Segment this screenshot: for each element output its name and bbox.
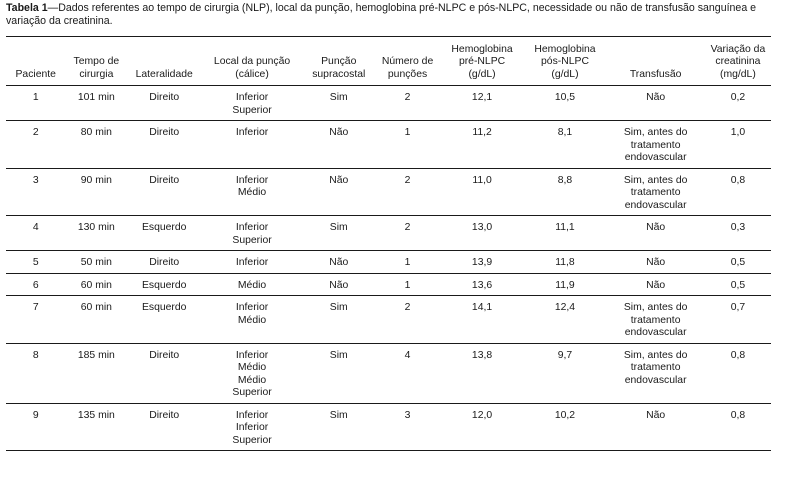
cell-line: Inferior	[235, 257, 269, 268]
cell-tempo: 101 min	[77, 92, 115, 103]
cell-lateralidade: Esquerdo	[141, 222, 187, 233]
cell-line: Inferior	[235, 127, 269, 138]
cell-tempo: 130 min	[77, 222, 115, 233]
header-numero	[375, 37, 441, 86]
cell-line: tratamento	[630, 314, 681, 326]
header-creatinina	[705, 37, 771, 86]
cell-transfusao	[606, 251, 704, 274]
cell-line: Médio	[237, 374, 267, 386]
header-line: Hemoglobina	[451, 43, 513, 55]
header-line: cirurgia	[79, 68, 114, 80]
cell-transfusao	[606, 121, 704, 169]
header-tempo	[65, 37, 127, 86]
cell-supracostal: Não	[329, 127, 349, 138]
cell-creatinina: 1,0	[730, 127, 746, 138]
cell-numero: 4	[404, 349, 411, 361]
header-line: creatinina	[715, 56, 761, 67]
cell-hb-pre: 13,8	[471, 349, 493, 361]
cell-line: tratamento	[630, 362, 681, 373]
header-row	[6, 37, 771, 86]
cell-line: Não	[646, 92, 666, 103]
cell-paciente: 6	[32, 279, 39, 291]
cell-lateralidade: Direito	[149, 127, 180, 138]
cell-local	[201, 403, 303, 451]
cell-paciente: 2	[32, 127, 39, 138]
cell-hb-pre: 13,0	[471, 222, 493, 233]
table-caption	[6, 2, 782, 28]
cell-line: Não	[646, 279, 666, 291]
cell-paciente: 1	[32, 92, 39, 103]
cell-hb-pos: 9,7	[557, 349, 573, 361]
cell-hb-pos: 11,9	[555, 279, 575, 291]
header-line: punções	[387, 68, 428, 80]
cell-line: Inferior	[235, 302, 269, 313]
cell-supracostal: Não	[329, 279, 349, 291]
header-lateralidade	[127, 37, 201, 86]
cell-tempo: 60 min	[80, 302, 112, 313]
cell-numero: 1	[404, 127, 411, 138]
cell-lateralidade: Esquerdo	[141, 302, 187, 313]
cell-line: Superior	[232, 234, 272, 246]
header-line: (g/dL)	[468, 68, 496, 80]
table-row	[6, 251, 771, 274]
header-line: Paciente	[15, 68, 56, 80]
cell-tempo: 60 min	[80, 279, 112, 291]
cell-line: endovascular	[624, 199, 687, 211]
header-line: Hemoglobina	[534, 43, 596, 55]
cell-numero: 2	[404, 222, 411, 233]
cell-line: Inferior	[235, 92, 269, 103]
cell-local	[201, 296, 303, 344]
cell-line: Médio	[237, 362, 267, 373]
cell-line: Inferior	[235, 349, 269, 361]
header-paciente	[6, 37, 65, 86]
cell-lateralidade: Esquerdo	[141, 279, 187, 291]
cell-line: Não	[646, 257, 666, 268]
cell-lateralidade: Direito	[149, 174, 180, 186]
cell-transfusao	[606, 296, 704, 344]
cell-line: Superior	[232, 387, 272, 398]
cell-hb-pos: 10,2	[554, 409, 576, 421]
cell-hb-pos: 11,1	[555, 222, 575, 233]
cell-transfusao	[606, 168, 704, 216]
header-line: (mg/dL)	[720, 68, 756, 80]
cell-transfusao	[606, 216, 704, 251]
cell-line: endovascular	[624, 374, 687, 386]
table-row	[6, 168, 771, 216]
cell-numero: 1	[404, 257, 411, 268]
cell-creatinina: 0,5	[730, 279, 746, 291]
cell-transfusao	[606, 403, 704, 451]
table-body	[6, 86, 771, 451]
cell-line: Superior	[232, 104, 272, 116]
table-row	[6, 216, 771, 251]
table-caption-text: —Dados referentes ao tempo de cirurgia (NLP), local da punção, hemoglobina pré-NLPC e pós-NLPC, necessidade ou não de transfusão sanguínea e variação da creatinina.	[6, 2, 757, 27]
cell-tempo: 185 min	[77, 349, 115, 361]
cell-hb-pre: 12,1	[471, 92, 493, 103]
header-line: Lateralidade	[135, 68, 193, 80]
header-line: Tempo de	[73, 56, 120, 67]
cell-local	[201, 121, 303, 169]
cell-local	[201, 86, 303, 121]
cell-lateralidade: Direito	[149, 409, 180, 421]
cell-local	[201, 168, 303, 216]
cell-hb-pos: 8,8	[557, 174, 573, 186]
cell-supracostal: Sim	[329, 409, 348, 421]
header-line: pós-NLPC	[541, 56, 589, 67]
cell-line: endovascular	[624, 152, 687, 163]
header-line: Variação da	[710, 43, 766, 55]
cell-numero: 2	[404, 174, 411, 186]
cell-hb-pos: 11,8	[555, 257, 575, 268]
table-row	[6, 343, 771, 403]
header-line: Local da punção	[213, 56, 291, 67]
cell-line: Inferior	[235, 222, 269, 233]
header-line: pré-NLPC	[458, 56, 506, 67]
table-row	[6, 121, 771, 169]
cell-hb-pre: 12,0	[471, 409, 493, 421]
cell-creatinina: 0,8	[730, 349, 746, 361]
cell-tempo: 80 min	[80, 127, 112, 138]
header-line: Número de	[381, 56, 434, 67]
cell-supracostal: Não	[329, 257, 349, 268]
table-row	[6, 86, 771, 121]
cell-line: tratamento	[630, 187, 681, 198]
cell-local	[201, 251, 303, 274]
cell-creatinina: 0,7	[730, 302, 746, 313]
cell-hb-pre: 13,9	[471, 257, 493, 268]
cell-tempo: 50 min	[80, 257, 112, 268]
cell-hb-pos: 8,1	[557, 127, 573, 138]
cell-line: Inferior	[235, 422, 269, 433]
cell-transfusao	[606, 273, 704, 296]
header-line: supracostal	[312, 68, 366, 80]
cell-line: Não	[646, 409, 666, 421]
cell-tempo: 135 min	[77, 409, 115, 421]
cell-line: Inferior	[235, 174, 269, 186]
cell-hb-pre: 14,1	[471, 302, 493, 313]
cell-line: Médio	[237, 279, 267, 291]
cell-line: Sim, antes do	[623, 349, 688, 361]
cell-line: Superior	[232, 434, 272, 446]
header-hb-pre	[441, 37, 524, 86]
header-local	[201, 37, 303, 86]
data-table	[6, 36, 771, 451]
table-row	[6, 296, 771, 344]
cell-lateralidade: Direito	[149, 92, 180, 103]
table-row	[6, 273, 771, 296]
cell-lateralidade: Direito	[149, 349, 180, 361]
cell-line: Sim, antes do	[623, 174, 688, 186]
cell-paciente: 8	[32, 349, 39, 361]
cell-hb-pre: 11,2	[472, 127, 492, 138]
cell-line: Médio	[237, 187, 267, 198]
header-supracostal	[303, 37, 375, 86]
cell-creatinina: 0,3	[730, 222, 746, 233]
header-line: (cálice)	[235, 68, 269, 80]
cell-paciente: 7	[32, 302, 39, 313]
header-hb-pos	[524, 37, 607, 86]
cell-transfusao	[606, 86, 704, 121]
cell-line: Médio	[237, 314, 267, 326]
cell-paciente: 5	[32, 257, 39, 268]
cell-line: Sim, antes do	[623, 302, 688, 313]
cell-numero: 1	[404, 279, 411, 291]
cell-supracostal: Sim	[329, 302, 348, 313]
cell-tempo: 90 min	[80, 174, 112, 186]
cell-supracostal: Sim	[329, 92, 348, 103]
cell-local	[201, 273, 303, 296]
cell-numero: 3	[404, 409, 411, 421]
cell-local	[201, 216, 303, 251]
header-line: (g/dL)	[551, 68, 579, 80]
cell-local	[201, 343, 303, 403]
cell-line: Sim, antes do	[623, 127, 688, 138]
cell-hb-pos: 10,5	[554, 92, 576, 103]
cell-transfusao	[606, 343, 704, 403]
header-line: Punção	[321, 56, 357, 67]
cell-line: tratamento	[630, 139, 681, 151]
cell-paciente: 3	[32, 174, 39, 186]
cell-paciente: 4	[32, 222, 39, 233]
cell-numero: 2	[404, 302, 411, 313]
cell-numero: 2	[404, 92, 411, 103]
header-line: Transfusão	[629, 68, 682, 80]
cell-hb-pos: 12,4	[554, 302, 576, 313]
cell-supracostal: Sim	[329, 222, 348, 233]
cell-paciente: 9	[32, 409, 39, 421]
table-header	[6, 37, 771, 86]
cell-hb-pre: 11,0	[472, 174, 492, 186]
cell-hb-pre: 13,6	[471, 279, 493, 291]
cell-line: endovascular	[624, 327, 687, 338]
table-caption-label: Tabela 1	[6, 2, 48, 14]
cell-creatinina: 0,2	[730, 92, 746, 103]
cell-creatinina: 0,5	[730, 257, 746, 268]
cell-supracostal: Sim	[329, 349, 348, 361]
cell-creatinina: 0,8	[730, 409, 746, 421]
cell-line: Inferior	[235, 409, 269, 421]
cell-lateralidade: Direito	[149, 257, 180, 268]
cell-creatinina: 0,8	[730, 174, 746, 186]
table-row	[6, 403, 771, 451]
cell-line: Não	[646, 222, 666, 233]
header-transfusao	[606, 37, 704, 86]
cell-supracostal: Não	[329, 174, 349, 186]
